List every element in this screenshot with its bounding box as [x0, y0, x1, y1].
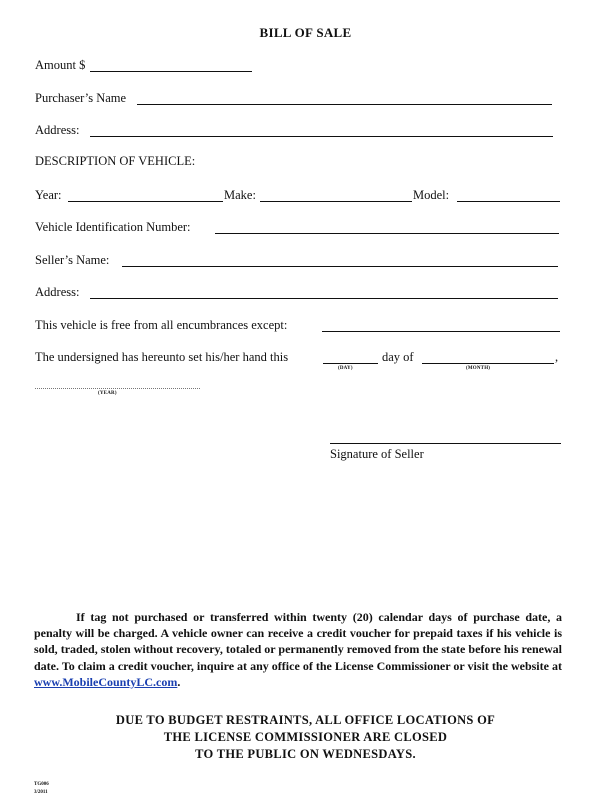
day-field[interactable]	[323, 363, 378, 364]
year-caption: (YEAR)	[98, 391, 117, 396]
purchaser-address-label: Address:	[35, 123, 80, 137]
revision-date: 3/2011	[34, 790, 48, 795]
day-of-label: day of	[382, 350, 414, 364]
seller-address-label: Address:	[35, 285, 80, 299]
model-label: Model:	[413, 188, 450, 202]
document-title: BILL OF SALE	[259, 25, 352, 40]
encumbrances-label: This vehicle is free from all encumbrances except:	[35, 318, 288, 332]
encumbrances-field[interactable]	[322, 331, 560, 332]
year-field[interactable]	[68, 201, 223, 202]
penalty-notice	[34, 609, 562, 690]
vin-label: Vehicle Identification Number:	[35, 220, 191, 234]
purchaser-name-label: Purchaser’s Name	[35, 91, 127, 105]
undersigned-label: The undersigned has hereunto set his/her hand this	[35, 350, 289, 364]
county-website-link[interactable]: www.MobileCountyLC.com	[34, 674, 178, 689]
month-field[interactable]	[422, 363, 554, 364]
notice-period: .	[177, 674, 181, 689]
comma: ,	[555, 350, 559, 364]
year-signed-field[interactable]	[35, 388, 200, 389]
seller-name-field[interactable]	[122, 266, 558, 267]
day-caption: (DAY)	[338, 366, 353, 371]
purchaser-address-field[interactable]	[90, 136, 553, 137]
model-field[interactable]	[457, 201, 560, 202]
vin-field[interactable]	[215, 233, 559, 234]
amount-field[interactable]	[90, 71, 252, 72]
make-field[interactable]	[260, 201, 412, 202]
seller-address-field[interactable]	[90, 298, 558, 299]
year-label: Year:	[35, 188, 62, 202]
purchaser-name-field[interactable]	[137, 104, 552, 105]
notice-text: If tag not purchased or transferred within twenty (20) calendar days of purchase date, a penalty will be charged. A vehicle owner can receive a credit voucher for prepaid taxes if his vehicle is sold, traded, stolen without recovery, totaled or permanently removed from the state before his renewal date. To claim a credit voucher, inquire at any office of the License Commissioner or visit the website at	[34, 610, 562, 673]
signature-label: Signature of Seller	[330, 447, 424, 461]
seller-signature-field[interactable]	[330, 443, 561, 444]
closure-line-1: DUE TO BUDGET RESTRAINTS, ALL OFFICE LOCATIONS OF	[115, 713, 496, 727]
amount-label: Amount $	[35, 58, 86, 72]
form-number: TG006	[34, 782, 49, 787]
make-label: Make:	[224, 188, 256, 202]
month-caption: (MONTH)	[466, 366, 491, 371]
closure-notice	[0, 712, 611, 763]
closure-line-2: THE LICENSE COMMISSIONER ARE CLOSED	[163, 730, 448, 744]
vehicle-description-heading: DESCRIPTION OF VEHICLE:	[35, 154, 196, 168]
closure-line-3: TO THE PUBLIC ON WEDNESDAYS.	[195, 747, 416, 761]
seller-name-label: Seller’s Name:	[35, 253, 110, 267]
